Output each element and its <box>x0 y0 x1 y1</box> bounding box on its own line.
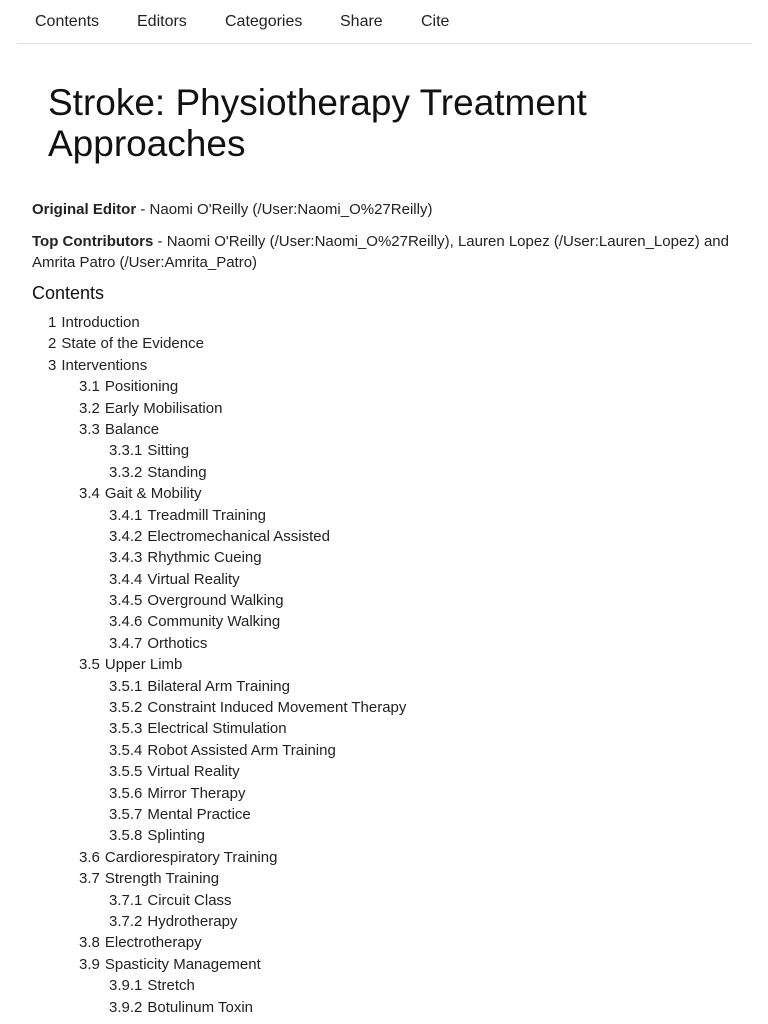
toc-item[interactable] <box>0 676 768 697</box>
toc-item-number: 1 <box>48 314 57 331</box>
toc-item-label: Introduction <box>61 314 140 331</box>
toc-item[interactable] <box>0 462 768 483</box>
toc-item-label: Hydrotherapy <box>147 912 238 930</box>
toc-item[interactable] <box>0 355 768 376</box>
original-editor <box>32 199 752 220</box>
toc-item[interactable] <box>0 804 768 825</box>
toc-item-number: 3.9 <box>79 955 100 973</box>
toc-item-label: Botulinum Toxin <box>147 998 253 1016</box>
toc-item-number: 3.5.5 <box>109 763 143 781</box>
toc-item-number: 3.4.4 <box>109 570 143 588</box>
nav-categories[interactable]: Categories <box>225 13 303 30</box>
nav-cite[interactable]: Cite <box>421 13 450 30</box>
toc-item-label: Circuit Class <box>147 891 232 909</box>
toc-item[interactable] <box>0 547 768 568</box>
toc-item[interactable] <box>0 526 768 547</box>
toc-item-number: 3.4.5 <box>109 592 143 610</box>
toc-item-number: 3.3.2 <box>109 463 143 481</box>
toc-item-number: 3.5.1 <box>109 677 143 695</box>
nav-share[interactable]: Share <box>340 13 383 30</box>
toc-item[interactable] <box>0 975 768 996</box>
toc-item-label: Overground Walking <box>147 592 284 610</box>
toc-item[interactable] <box>0 505 768 526</box>
toc-item[interactable] <box>0 825 768 846</box>
toc-item-number: 2 <box>48 335 57 353</box>
toc-item[interactable] <box>0 847 768 868</box>
top-navigation <box>17 0 752 44</box>
top-contributors-label: Top Contributors <box>32 233 154 250</box>
toc-item-number: 3.5.2 <box>109 699 143 717</box>
toc-item-label: Standing <box>147 463 207 481</box>
toc-item[interactable] <box>0 398 768 419</box>
top-contributors-value: - Naomi O'Reilly (/User:Naomi_O%27Reilly), Lauren Lopez (/User:Lauren_Lopez) and Amrita Patro (/User:Amrita_Patro) <box>32 233 729 271</box>
toc-item[interactable] <box>0 611 768 632</box>
toc-item-label: Spasticity Management <box>104 955 261 973</box>
toc-item[interactable] <box>0 312 768 333</box>
toc-item-number: 3.7.2 <box>109 912 143 930</box>
toc-item[interactable] <box>0 654 768 675</box>
toc-item-label: Splinting <box>147 827 205 845</box>
toc-item-label: Rhythmic Cueing <box>147 549 262 567</box>
toc-item[interactable] <box>0 697 768 718</box>
nav-contents[interactable]: Contents <box>35 13 100 30</box>
toc-item-number: 3.4 <box>79 485 100 503</box>
toc-item-label: Virtual Reality <box>147 570 240 588</box>
toc-item-number: 3.1 <box>79 378 100 396</box>
toc-item-label: Gait & Mobility <box>104 485 202 503</box>
toc-heading: Contents <box>32 283 105 303</box>
toc-item[interactable] <box>0 761 768 782</box>
toc-item-number: 3.4.7 <box>109 634 143 652</box>
toc-item[interactable] <box>0 740 768 761</box>
toc-item[interactable] <box>0 718 768 739</box>
toc-item-label: Stretch <box>147 977 195 995</box>
toc-item-number: 3.5 <box>79 656 100 674</box>
toc-item-number: 3.4.1 <box>109 506 143 524</box>
toc-item-label: Upper Limb <box>104 656 183 674</box>
toc-item-label: State of the Evidence <box>61 335 204 353</box>
toc-item[interactable] <box>0 783 768 804</box>
toc-item[interactable] <box>0 483 768 504</box>
toc-item[interactable] <box>0 932 768 953</box>
toc-item-label: Virtual Reality <box>147 763 240 781</box>
toc-item-label: Orthotics <box>147 634 208 652</box>
toc-item-label: Bilateral Arm Training <box>147 677 290 695</box>
toc-item-label: Electrotherapy <box>104 934 202 952</box>
toc-item[interactable] <box>0 954 768 975</box>
original-editor-label: Original Editor <box>32 201 137 218</box>
toc-item-label: Interventions <box>61 356 148 374</box>
toc-item-number: 3.4.3 <box>109 549 143 567</box>
toc-item-label: Mental Practice <box>147 805 251 823</box>
toc-item-label: Strength Training <box>104 870 220 888</box>
toc-item-label: Sitting <box>147 442 190 460</box>
toc-item-label: Mirror Therapy <box>147 784 246 802</box>
toc-item[interactable] <box>0 890 768 911</box>
toc-item[interactable] <box>0 911 768 932</box>
toc-item[interactable] <box>0 633 768 654</box>
toc-item-label: Robot Assisted Arm Training <box>147 741 336 759</box>
toc-item[interactable] <box>0 569 768 590</box>
nav-editors[interactable]: Editors <box>137 13 187 30</box>
page-title: Stroke: Physiotherapy Treatment Approaches <box>48 82 587 164</box>
toc-item-number: 3.5.3 <box>109 720 143 738</box>
toc-item-number: 3.9.1 <box>109 977 143 995</box>
toc-item-label: Electrical Stimulation <box>147 720 287 738</box>
toc-item-label: Early Mobilisation <box>104 399 223 417</box>
toc-item-number: 3.8 <box>79 934 100 952</box>
toc-item-number: 3.2 <box>79 399 100 417</box>
toc-item-number: 3.5.6 <box>109 784 143 802</box>
toc-item-number: 3.7 <box>79 870 100 888</box>
table-of-contents <box>0 312 768 1018</box>
toc-item-number: 3.5.8 <box>109 827 143 845</box>
toc-item-number: 3.5.4 <box>109 741 143 759</box>
toc-item-label: Constraint Induced Movement Therapy <box>147 699 407 717</box>
toc-item-number: 3.3 <box>79 420 100 438</box>
toc-item-label: Electromechanical Assisted <box>147 527 330 545</box>
top-contributors <box>32 231 752 273</box>
toc-item-number: 3.6 <box>79 848 100 866</box>
toc-item[interactable] <box>0 333 768 354</box>
toc-item-number: 3.4.6 <box>109 613 143 631</box>
toc-item-number: 3.7.1 <box>109 891 143 909</box>
toc-item-label: Community Walking <box>147 613 281 631</box>
toc-item-label: Treadmill Training <box>147 506 267 524</box>
toc-item-number: 3.3.1 <box>109 442 143 460</box>
toc-item[interactable] <box>0 590 768 611</box>
toc-item[interactable] <box>0 868 768 889</box>
toc-item-number: 3.9.2 <box>109 998 143 1016</box>
toc-item-label: Balance <box>104 420 160 438</box>
toc-item-number: 3.4.2 <box>109 527 143 545</box>
toc-item[interactable] <box>0 440 768 461</box>
toc-item[interactable] <box>0 419 768 440</box>
toc-item[interactable] <box>0 376 768 397</box>
toc-item-label: Cardiorespiratory Training <box>104 848 278 866</box>
original-editor-value: - Naomi O'Reilly (/User:Naomi_O%27Reilly) <box>136 201 433 218</box>
toc-item-number: 3 <box>48 356 57 374</box>
toc-item[interactable] <box>0 997 768 1018</box>
toc-item-number: 3.5.7 <box>109 805 143 823</box>
toc-item-label: Positioning <box>104 378 179 396</box>
